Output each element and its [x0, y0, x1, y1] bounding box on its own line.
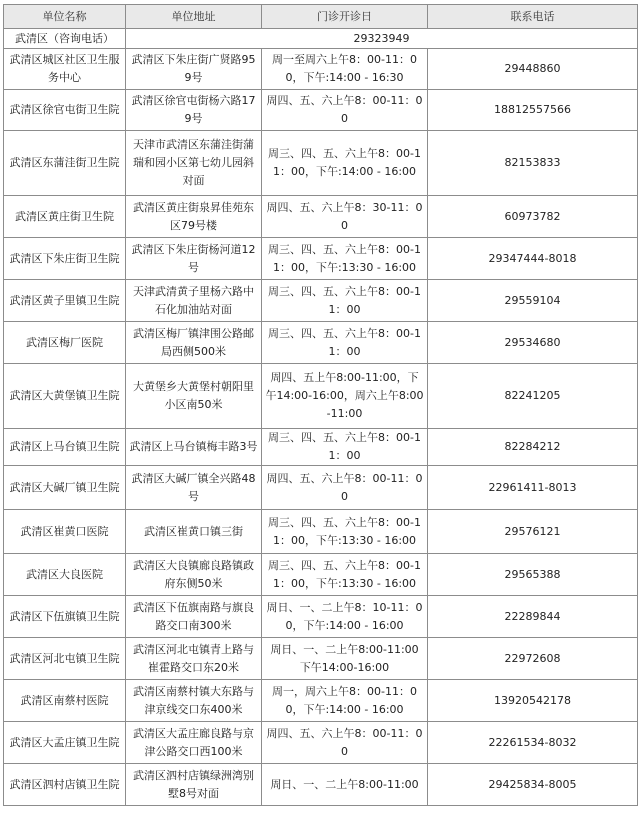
clinic-hours-cell: 周一，周六上午8：00-11：00，下午:14:00 - 16:00: [262, 680, 428, 722]
table-row: [4, 596, 638, 638]
table-row: [4, 554, 638, 596]
clinic-hours-cell: 周三、四、五、六上午8：00-11：00，下午:13:30 - 16:00: [262, 238, 428, 280]
clinic-phone-cell: 18812557566: [428, 90, 638, 131]
clinic-hours-cell: 周四、五、六上午8：30-11：00: [262, 196, 428, 238]
clinic-address-cell: 武清区南蔡村镇大东路与津京线交口东400米: [126, 680, 262, 722]
table-row: [4, 238, 638, 280]
table-row: [4, 49, 638, 90]
clinic-name-cell: 武清区泗村店镇卫生院: [4, 764, 126, 806]
hotline-phone: 29323949: [126, 29, 638, 49]
header-unit-address: 单位地址: [126, 5, 262, 29]
clinic-hours-cell: 周三、四、五、六上午8：00-11：00，下午:13:30 - 16:00: [262, 554, 428, 596]
table-row: [4, 510, 638, 554]
clinic-hours-cell: 周日、一、二上午8:00-11:00: [262, 764, 428, 806]
clinic-phone-cell: 29534680: [428, 322, 638, 364]
clinic-address-cell: 武清区下朱庄街杨河道12号: [126, 238, 262, 280]
table-row: [4, 322, 638, 364]
clinic-phone-cell: 29347444-8018: [428, 238, 638, 280]
clinic-hours-cell: 周四、五、六上午8：00-11：00: [262, 466, 428, 510]
clinic-name-cell: 武清区下朱庄街卫生院: [4, 238, 126, 280]
clinic-phone-cell: 13920542178: [428, 680, 638, 722]
clinic-address-cell: 大黄堡乡大黄堡村朝阳里小区南50米: [126, 364, 262, 429]
clinic-address-cell: 武清区河北屯镇青上路与崔霍路交口东20米: [126, 638, 262, 680]
table-row: [4, 722, 638, 764]
clinic-name-cell: 武清区黄庄街卫生院: [4, 196, 126, 238]
clinic-phone-cell: 29448860: [428, 49, 638, 90]
clinic-name-cell: 武清区大良医院: [4, 554, 126, 596]
clinic-phone-cell: 82284212: [428, 429, 638, 466]
clinic-phone-cell: 29565388: [428, 554, 638, 596]
clinic-phone-cell: 29425834-8005: [428, 764, 638, 806]
clinic-address-cell: 武清区下伍旗南路与旗良路交口南300米: [126, 596, 262, 638]
table-row: [4, 131, 638, 196]
clinic-name-cell: 武清区南蔡村医院: [4, 680, 126, 722]
clinic-address-cell: 武清区徐官屯街杨六路179号: [126, 90, 262, 131]
clinic-phone-cell: 22289844: [428, 596, 638, 638]
clinic-name-cell: 武清区崔黄口医院: [4, 510, 126, 554]
clinic-address-cell: 武清区下朱庄街广贤路959号: [126, 49, 262, 90]
clinic-name-cell: 武清区徐官屯街卫生院: [4, 90, 126, 131]
table-row: [4, 90, 638, 131]
clinic-hours-cell: 周四、五、六上午8：00-11：00: [262, 90, 428, 131]
clinic-hours-cell: 周日、一、二上午8：10-11：00，下午:14:00 - 16:00: [262, 596, 428, 638]
header-contact-phone: 联系电话: [428, 5, 638, 29]
clinic-phone-cell: 82153833: [428, 131, 638, 196]
clinic-name-cell: 武清区大碱厂镇卫生院: [4, 466, 126, 510]
clinic-phone-cell: 22261534-8032: [428, 722, 638, 764]
header-clinic-days: 门诊开诊日: [262, 5, 428, 29]
clinic-address-cell: 天津武清黄子里杨六路中石化加油站对面: [126, 280, 262, 322]
clinic-hours-cell: 周三、四、五、六上午8：00-11：00: [262, 322, 428, 364]
clinic-table: [3, 4, 638, 806]
table-row: [4, 364, 638, 429]
clinic-name-cell: 武清区河北屯镇卫生院: [4, 638, 126, 680]
clinic-phone-cell: 29576121: [428, 510, 638, 554]
clinic-name-cell: 武清区城区社区卫生服务中心: [4, 49, 126, 90]
clinic-address-cell: 武清区上马台镇梅丰路3号: [126, 429, 262, 466]
table-header-row: [4, 5, 638, 29]
clinic-phone-cell: 60973782: [428, 196, 638, 238]
clinic-address-cell: 武清区泗村店镇绿洲湾别墅8号对面: [126, 764, 262, 806]
clinic-address-cell: 天津市武清区东蒲洼街蒲瑞和园小区第七幼儿园斜对面: [126, 131, 262, 196]
clinic-hours-cell: 周三、四、五、六上午8：00-11：00，下午:14:00 - 16:00: [262, 131, 428, 196]
clinic-address-cell: 武清区大碱厂镇全兴路48号: [126, 466, 262, 510]
clinic-address-cell: 武清区崔黄口镇三街: [126, 510, 262, 554]
clinic-hours-cell: 周三、四、五、六上午8：00-11：00: [262, 280, 428, 322]
clinic-name-cell: 武清区大黄堡镇卫生院: [4, 364, 126, 429]
clinic-phone-cell: 82241205: [428, 364, 638, 429]
clinic-address-cell: 武清区梅厂镇津围公路邮局西侧500米: [126, 322, 262, 364]
clinic-name-cell: 武清区黄子里镇卫生院: [4, 280, 126, 322]
table-row: [4, 466, 638, 510]
clinic-address-cell: 武清区大孟庄廊良路与京津公路交口西100米: [126, 722, 262, 764]
clinic-hours-cell: 周三、四、五、六上午8：00-11：00: [262, 429, 428, 466]
hotline-label: 武清区（咨询电话）: [4, 29, 126, 49]
clinic-name-cell: 武清区下伍旗镇卫生院: [4, 596, 126, 638]
table-row: [4, 196, 638, 238]
table-row: [4, 280, 638, 322]
table-row: [4, 680, 638, 722]
clinic-hours-cell: 周日、一、二上午8:00-11:00下午14:00-16:00: [262, 638, 428, 680]
hotline-row: [4, 29, 638, 49]
clinic-name-cell: 武清区东蒲洼街卫生院: [4, 131, 126, 196]
clinic-phone-cell: 29559104: [428, 280, 638, 322]
table-row: [4, 638, 638, 680]
clinic-name-cell: 武清区大孟庄镇卫生院: [4, 722, 126, 764]
table-row: [4, 429, 638, 466]
clinic-hours-cell: 周四、五上午8:00-11:00，下午14:00-16:00，周六上午8:00-11:00: [262, 364, 428, 429]
clinic-hours-cell: 周四、五、六上午8：00-11：00: [262, 722, 428, 764]
clinic-address-cell: 武清区黄庄街泉昇佳苑东区79号楼: [126, 196, 262, 238]
header-unit-name: 单位名称: [4, 5, 126, 29]
clinic-phone-cell: 22972608: [428, 638, 638, 680]
clinic-name-cell: 武清区上马台镇卫生院: [4, 429, 126, 466]
clinic-phone-cell: 22961411-8013: [428, 466, 638, 510]
clinic-name-cell: 武清区梅厂医院: [4, 322, 126, 364]
clinic-hours-cell: 周一至周六上午8：00-11：00，下午:14:00 - 16:30: [262, 49, 428, 90]
clinic-hours-cell: 周三、四、五、六上午8：00-11：00，下午:13:30 - 16:00: [262, 510, 428, 554]
clinic-schedule-document: [3, 4, 637, 806]
table-row: [4, 764, 638, 806]
clinic-address-cell: 武清区大良镇廊良路镇政府东侧50米: [126, 554, 262, 596]
